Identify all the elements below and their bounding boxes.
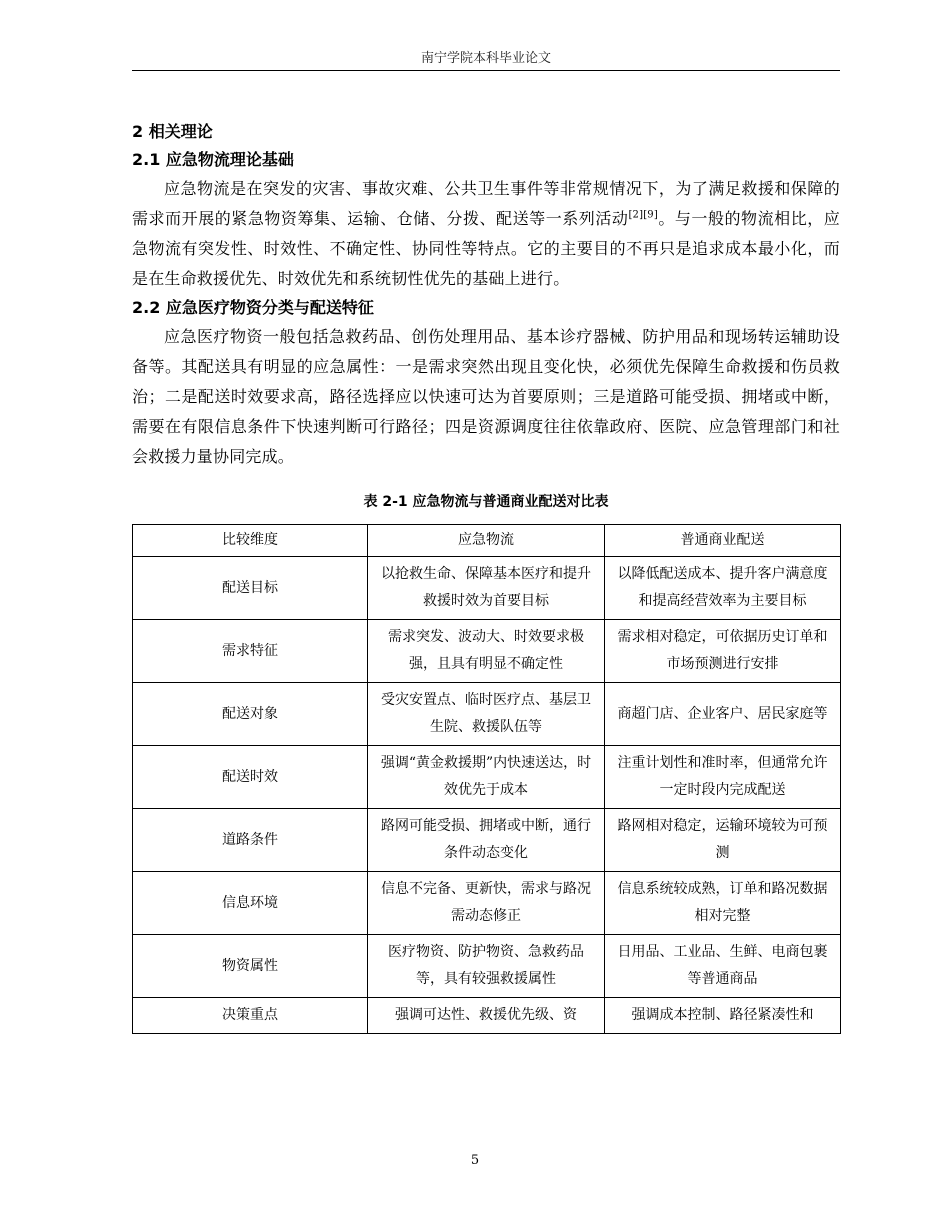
table-cell-dimension: 需求特征 [133, 620, 368, 683]
table-cell-dimension: 配送时效 [133, 746, 368, 809]
table-cell-emergency: 需求突发、波动大、时效要求极强，且具有明显不确定性 [368, 620, 605, 683]
table-header-cell: 比较维度 [133, 525, 368, 557]
table-cell-emergency: 医疗物资、防护物资、急救药品等，具有较强救援属性 [368, 935, 605, 998]
page-body [132, 118, 840, 1034]
table-row [133, 872, 841, 935]
table-cell-emergency: 信息不完备、更新快，需求与路况需动态修正 [368, 872, 605, 935]
running-header: 南宁学院本科毕业论文 [420, 51, 551, 66]
table-cell-dimension: 道路条件 [133, 809, 368, 872]
table-caption: 表 2-1 应急物流与普通商业配送对比表 [363, 494, 609, 510]
table-cell-emergency: 受灾安置点、临时医疗点、基层卫生院、救援队伍等 [368, 683, 605, 746]
table-row [133, 809, 841, 872]
section-title: 2 相关理论 [132, 122, 213, 141]
table-cell-commercial: 路网相对稳定，运输环境较为可预测 [605, 809, 841, 872]
header-rule [132, 70, 840, 71]
subsection-title-2-1: 2.1 应急物流理论基础 [132, 150, 294, 169]
table-row [133, 620, 841, 683]
table-cell-emergency: 强调可达性、救援优先级、资 [368, 998, 605, 1034]
paragraph-2-2: 应急医疗物资一般包括急救药品、创伤处理用品、基本诊疗器械、防护用品和现场转运辅助设备等。其配送具有明显的应急属性：一是需求突然出现且变化快，必须优先保障生命救援和伤员救治；二是配送时效要求高，路径选择应以快速可达为首要原则；三是道路可能受损、拥堵或中断，需要在有限信息条件下快速判断可行路径；四是资源调度往往依靠政府、医院、应急管理部门和社会救援力量协同完成。 [132, 327, 840, 466]
citation: [2][9] [628, 209, 658, 221]
table-cell-commercial: 日用品、工业品、生鲜、电商包裹等普通商品 [605, 935, 841, 998]
table-header-cell: 应急物流 [368, 525, 605, 557]
table-cell-dimension: 物资属性 [133, 935, 368, 998]
table-cell-dimension: 配送目标 [133, 557, 368, 620]
page-number: 5 [470, 1153, 480, 1168]
paragraph-2-1 [132, 174, 840, 294]
table-cell-emergency: 以抢救生命、保障基本医疗和提升救援时效为首要目标 [368, 557, 605, 620]
subsection-title-2-2: 2.2 应急医疗物资分类与配送特征 [132, 298, 374, 317]
table-row [133, 557, 841, 620]
table-cell-commercial: 以降低配送成本、提升客户满意度和提高经营效率为主要目标 [605, 557, 841, 620]
table-row [133, 935, 841, 998]
paragraph-2-1-text-end: 。与一般的物流相比，应急物流有突发性、时效性、不确定性、协同性等特点。它的主要目的不再只是追求成本最小化，而是在生命救援优先、时效优先和系统韧性优先的基础上进行。 [132, 209, 840, 288]
paragraph-2-1-text: 应急物流是在突发的灾害、事故灾难、公共卫生事件等非常规情况下，为了满足救援和保障的需求而开展的紧急物资筹集、运输、仓储、分拨、配送等一系列活动 [132, 179, 840, 228]
comparison-table [132, 524, 841, 1034]
table-header-row [133, 525, 841, 557]
table-cell-commercial: 信息系统较成熟，订单和路况数据相对完整 [605, 872, 841, 935]
table-cell-dimension: 信息环境 [133, 872, 368, 935]
table-row [133, 683, 841, 746]
table-cell-emergency: 路网可能受损、拥堵或中断，通行条件动态变化 [368, 809, 605, 872]
table-cell-commercial: 强调成本控制、路径紧凑性和 [605, 998, 841, 1034]
table-cell-emergency: 强调“黄金救援期”内快速送达，时效优先于成本 [368, 746, 605, 809]
table-cell-dimension: 配送对象 [133, 683, 368, 746]
table-cell-commercial: 注重计划性和准时率，但通常允许一定时段内完成配送 [605, 746, 841, 809]
table-header-cell: 普通商业配送 [605, 525, 841, 557]
table-row [133, 746, 841, 809]
table-cell-dimension: 决策重点 [133, 998, 368, 1034]
table-cell-commercial: 需求相对稳定，可依据历史订单和市场预测进行安排 [605, 620, 841, 683]
table-row [133, 998, 841, 1034]
table-cell-commercial: 商超门店、企业客户、居民家庭等 [605, 683, 841, 746]
